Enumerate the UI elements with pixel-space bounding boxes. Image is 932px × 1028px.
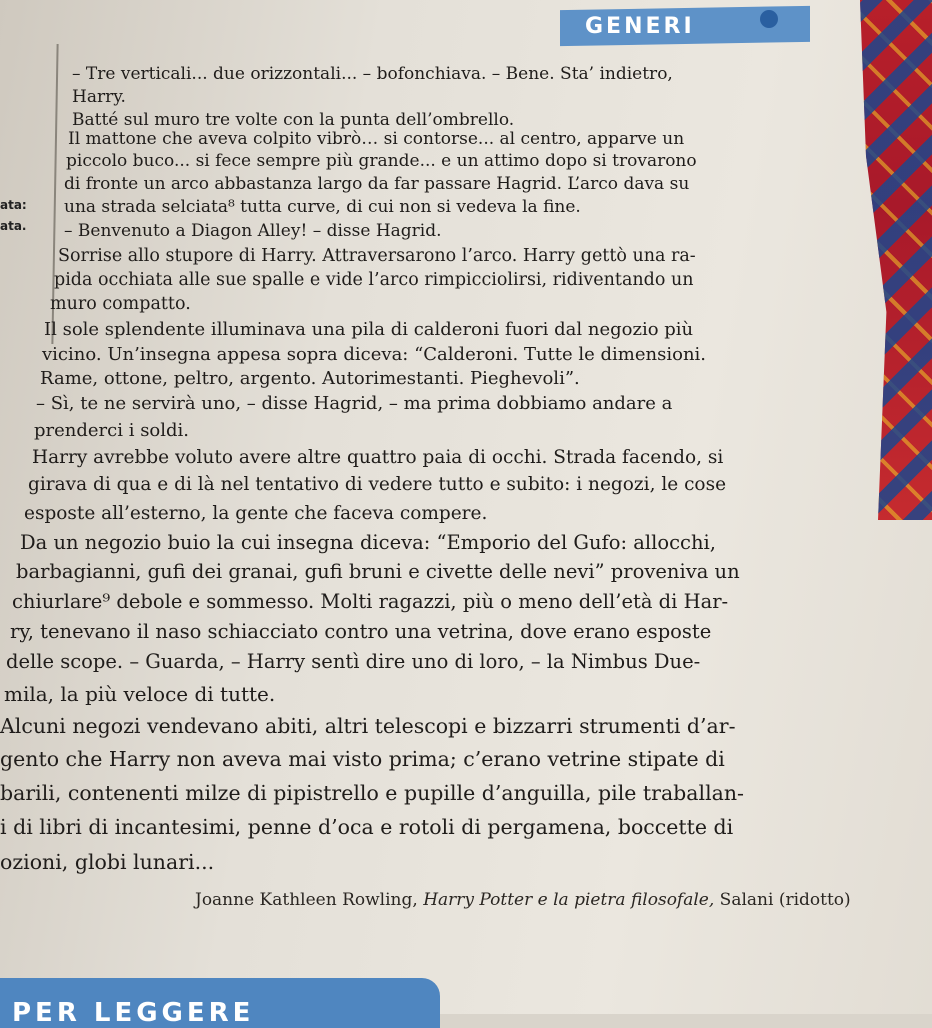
passage-line: ozioni, globi lunari... — [0, 850, 215, 874]
passage-line: barili, contenenti milze di pipistrello e pupille d’anguilla, pile traballan- — [0, 781, 744, 805]
passage-line: gento che Harry non aveva mai visto prima; c’erano vetrine stipate di — [0, 747, 725, 771]
passage-line: Da un negozio buio la cui insegna diceva: “Emporio del Gufo: allocchi, — [20, 531, 716, 554]
passage-line: piccolo buco... si fece sempre più grande... e un attimo dopo si trovarono — [66, 151, 697, 171]
source-publisher: Salani (ridotto) — [719, 890, 851, 910]
passage-line: ry, tenevano il naso schiacciato contro una vetrina, dove erano esposte — [10, 620, 712, 643]
passage-line: Harry avrebbe voluto avere altre quattro paia di occhi. Strada facendo, si — [32, 447, 724, 468]
margin-gloss-term-1: ata: — [0, 198, 27, 212]
passage-line: Harry. — [72, 87, 126, 107]
footer-label: PER LEGGERE — [12, 998, 255, 1028]
source-author: Joanne Kathleen Rowling, — [195, 890, 418, 910]
passage-line: Rame, ottone, peltro, argento. Autorimestanti. Pieghevoli”. — [40, 368, 580, 389]
passage-line: – Benvenuto a Diagon Alley! – disse Hagrid. — [64, 221, 442, 241]
passage-line: esposte all’esterno, la gente che faceva compere. — [24, 503, 488, 524]
passage-line: – Tre verticali... due orizzontali... – bofonchiava. – Bene. Sta’ indietro, — [72, 64, 673, 84]
source-citation — [195, 890, 851, 910]
passage-line: barbagianni, gufi dei granai, gufi bruni e civette delle nevi” proveniva un — [16, 560, 740, 583]
passage-line: pida occhiata alle sue spalle e vide l’arco rimpicciolirsi, ridiventando un — [54, 270, 694, 290]
passage-line: una strada selciata⁸ tutta curve, di cui non si vedeva la fine. — [64, 197, 581, 217]
passage-line: Il sole splendente illuminava una pila di calderoni fuori dal negozio più — [44, 319, 694, 340]
passage-line: chiurlare⁹ debole e sommesso. Molti ragazzi, più o meno dell’età di Har- — [12, 590, 729, 613]
source-title: Harry Potter e la pietra filosofale, — [423, 890, 715, 910]
passage-line: mila, la più veloce di tutte. — [4, 682, 276, 706]
section-label: GENERI — [585, 14, 695, 39]
passage-line: Batté sul muro tre volte con la punta dell’ombrello. — [72, 110, 515, 130]
passage-line: Sorrise allo stupore di Harry. Attraversarono l’arco. Harry gettò una ra- — [58, 246, 696, 266]
passage-line: muro compatto. — [50, 294, 191, 314]
passage-line: – Sì, te ne servirà uno, – disse Hagrid, – ma prima dobbiamo andare a — [36, 393, 673, 414]
margin-gloss-term-2: ata. — [0, 219, 27, 233]
passage-line: i di libri di incantesimi, penne d’oca e rotoli di pergamena, boccette di — [0, 815, 734, 839]
passage-line: Alcuni negozi vendevano abiti, altri telescopi e bizzarri strumenti d’ar- — [0, 714, 736, 738]
passage-line: vicino. Un’insegna appesa sopra diceva: “Calderoni. Tutte le dimensioni. — [42, 344, 707, 365]
passage-line: di fronte un arco abbastanza largo da far passare Hagrid. L’arco dava su — [64, 174, 690, 194]
passage-line: delle scope. – Guarda, – Harry sentì dire uno di loro, – la Nimbus Due- — [6, 650, 701, 673]
passage-line: girava di qua e di là nel tentativo di vedere tutto e subito: i negozi, le cose — [28, 474, 727, 495]
passage-line: prenderci i soldi. — [34, 420, 190, 441]
passage-line: Il mattone che aveva colpito vibrò… si contorse... al centro, apparve un — [68, 129, 685, 149]
